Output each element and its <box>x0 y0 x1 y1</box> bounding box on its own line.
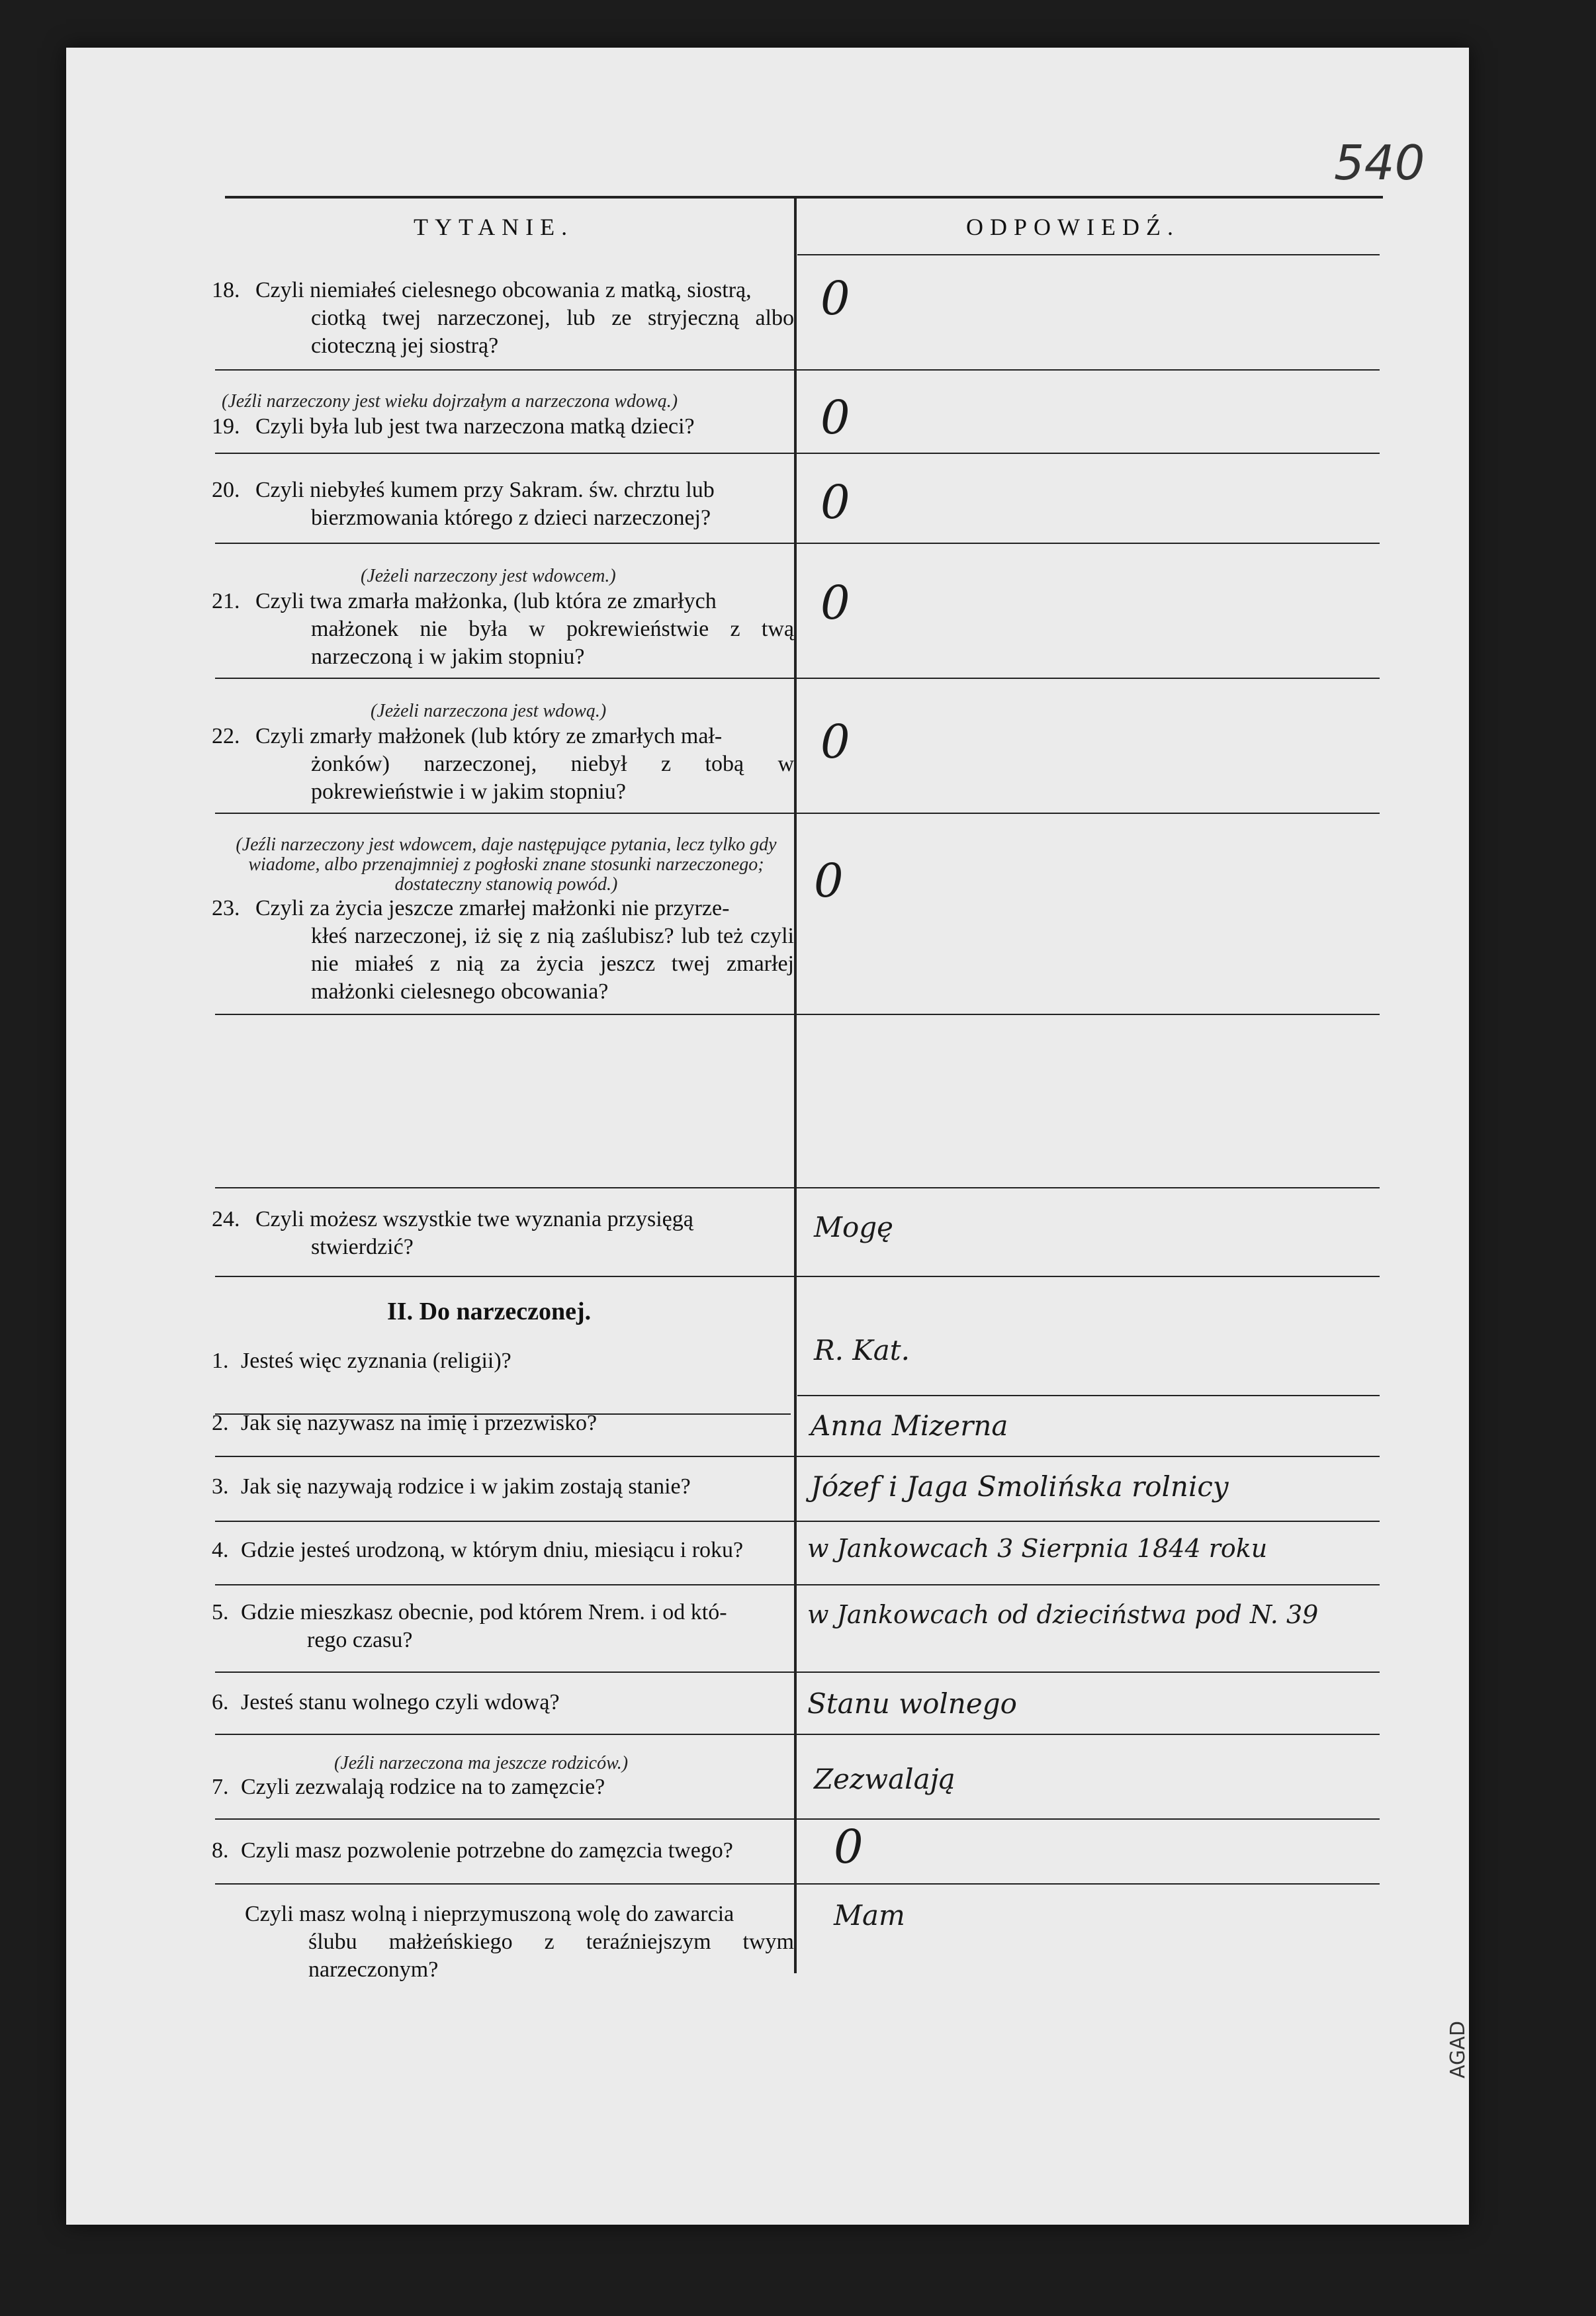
question-number: 8. <box>212 1838 229 1863</box>
row-divider <box>215 543 1380 544</box>
question-number: 21. <box>212 589 240 613</box>
bride-question-5 <box>212 1599 794 1654</box>
bride-answer-1: R. Kat. <box>814 1334 910 1366</box>
question-column-header: TYTANIE. <box>414 214 574 240</box>
answer-column-header: ODPOWIEDŹ. <box>966 214 1180 240</box>
question-text-continued: małżonek nie była w pokrewieństwie z twą narzeczoną i w jakim stopniu? <box>311 617 794 669</box>
answer-18: 0 <box>820 271 850 326</box>
answer-20: 0 <box>820 475 850 529</box>
question-number: 18. <box>212 278 240 302</box>
bride-question-7 <box>212 1773 794 1801</box>
question-number: 6. <box>212 1690 229 1715</box>
row-divider <box>215 369 1380 371</box>
bride-answer-8: 0 <box>834 1820 864 1874</box>
question-19-note: (Jeźli narzeczony jest wieku dojrzałym a narzeczona wdową.) <box>222 391 678 412</box>
row-divider <box>215 1276 1380 1277</box>
question-number: 19. <box>212 414 240 439</box>
answer-19: 0 <box>820 390 850 445</box>
row-divider <box>215 1883 1380 1885</box>
question-text-continued: rego czasu? <box>307 1628 413 1652</box>
question-number: 23. <box>212 896 240 920</box>
question-text-continued: kłeś narzeczonej, iż się z nią zaślubisz? lub też czyli nie miałeś z nią za życia jeszcz twej zmarłej małżonki cielesnego obcowania? <box>311 924 794 1004</box>
row-divider <box>215 678 1380 679</box>
row-divider <box>215 1584 1380 1585</box>
question-number: 24. <box>212 1207 240 1231</box>
question-text: Czyli twa zmarła małżonka, (lub która ze zmarłych <box>255 589 717 613</box>
question-text: Czyli masz pozwolenie potrzebne do zamęzcia twego? <box>241 1838 733 1863</box>
question-text: Jak się nazywasz na imię i przezwisko? <box>241 1411 598 1435</box>
bride-answer-5: w Jankowcach od dzieciństwa pod N. 39 <box>807 1600 1319 1629</box>
bride-answer-4: w Jankowcach 3 Sierpnia 1844 roku <box>807 1534 1268 1563</box>
question-text: Jak się nazywają rodzice i w jakim zostają stanie? <box>241 1474 691 1499</box>
section-title: II. Do narzeczonej. <box>387 1298 592 1325</box>
row-divider <box>215 1014 1380 1015</box>
answer-header-rule <box>797 254 1380 255</box>
row-divider <box>215 813 1380 814</box>
question-24 <box>212 1206 794 1261</box>
page-number: 540 <box>1334 135 1425 191</box>
bride-question-1 <box>212 1347 794 1375</box>
bride-question-6 <box>212 1689 794 1716</box>
question-text: Czyli zezwalają rodzice na to zamęzcie? <box>241 1775 605 1799</box>
question-text: Jesteś więc zyznania (religii)? <box>241 1349 511 1373</box>
archive-stamp: AGAD <box>1446 2021 1470 2078</box>
question-20 <box>212 476 794 532</box>
question-23 <box>212 895 794 1006</box>
question-number: 22. <box>212 724 240 748</box>
form-page <box>66 48 1469 2225</box>
question-number: 5. <box>212 1600 229 1625</box>
bride-answer-7: Zezwalają <box>814 1763 955 1795</box>
answer-22: 0 <box>820 715 850 769</box>
question-18 <box>212 277 794 360</box>
question-19 <box>212 413 794 441</box>
column-divider <box>794 196 797 1973</box>
bride-answer-9: Mam <box>834 1899 905 1932</box>
row-divider <box>797 1395 1380 1396</box>
question-text: Czyli była lub jest twa narzeczona matką dzieci? <box>255 414 695 439</box>
bride-question-7-note: (Jeźli narzeczona ma jeszcze rodziców.) <box>334 1753 629 1773</box>
question-22-note: (Jeżeli narzeczona jest wdową.) <box>371 701 607 721</box>
bride-question-8 <box>212 1837 794 1865</box>
row-divider <box>215 1818 1380 1820</box>
question-text: Jesteś stanu wolnego czyli wdową? <box>241 1690 560 1715</box>
question-21 <box>212 588 794 671</box>
bride-question-2 <box>212 1409 794 1437</box>
question-text: Czyli masz wolną i nieprzymuszoną wolę do zawarcia <box>245 1902 734 1926</box>
row-divider <box>215 1187 1380 1188</box>
question-text: Czyli niebyłeś kumem przy Sakram. św. chrztu lub <box>255 478 715 502</box>
question-text: Czyli zmarły małżonek (lub który ze zmarłych mał- <box>255 724 723 748</box>
row-divider <box>215 1734 1380 1735</box>
question-text: Gdzie mieszkasz obecnie, pod którem Nrem. i od któ- <box>241 1600 727 1625</box>
question-23-note: (Jeźli narzeczony jest wdowcem, daje następujące pytania, lecz tylko gdy wiadome, albo przenajmniej z pogłoski znane stosunki narzeczonego; dostateczny stanowią powód.) <box>236 834 777 895</box>
question-text-continued: ciotką twej narzeczonej, lub ze stryjeczną albo cioteczną jej siostrą? <box>311 306 794 358</box>
row-divider <box>215 1456 1380 1457</box>
bride-question-3 <box>212 1473 794 1501</box>
answer-24: Mogę <box>814 1211 894 1243</box>
question-21-note: (Jeżeli narzeczony jest wdowcem.) <box>361 566 616 586</box>
bride-question-9 <box>212 1900 794 1984</box>
table-top-border <box>225 196 1383 199</box>
bride-answer-3: Józef i Jaga Smolińska rolnicy <box>811 1470 1229 1503</box>
bride-answer-6: Stanu wolnego <box>807 1687 1017 1720</box>
question-number: 4. <box>212 1538 229 1562</box>
question-text: Czyli niemiałeś cielesnego obcowania z matką, siostrą, <box>255 278 752 302</box>
question-number: 1. <box>212 1349 229 1373</box>
question-number: 20. <box>212 478 240 502</box>
question-text: Czyli możesz wszystkie twe wyznania przysięgą <box>255 1207 693 1231</box>
question-text-continued: bierzmowania którego z dzieci narzeczonej? <box>311 506 711 530</box>
question-text-continued: ślubu małżeńskiego z teraźniejszym twym narzeczonym? <box>308 1930 794 1982</box>
question-text-continued: żonków) narzeczonej, niebył z tobą w pokrewieństwie i w jakim stopniu? <box>311 752 794 804</box>
bride-question-4 <box>212 1537 794 1564</box>
question-text: Czyli za życia jeszcze zmarłej małżonki nie przyrze- <box>255 896 730 920</box>
question-number: 2. <box>212 1411 229 1435</box>
bride-answer-2: Anna Mizerna <box>811 1409 1008 1442</box>
answer-21: 0 <box>820 576 850 630</box>
row-divider <box>215 1671 1380 1673</box>
question-text: Gdzie jesteś urodzoną, w którym dniu, miesiącu i roku? <box>241 1538 744 1562</box>
row-divider <box>215 1521 1380 1522</box>
row-divider <box>215 453 1380 454</box>
question-text-continued: stwierdzić? <box>311 1235 414 1259</box>
question-22 <box>212 723 794 806</box>
question-number: 7. <box>212 1775 229 1799</box>
question-number: 3. <box>212 1474 229 1499</box>
answer-23: 0 <box>814 854 844 908</box>
